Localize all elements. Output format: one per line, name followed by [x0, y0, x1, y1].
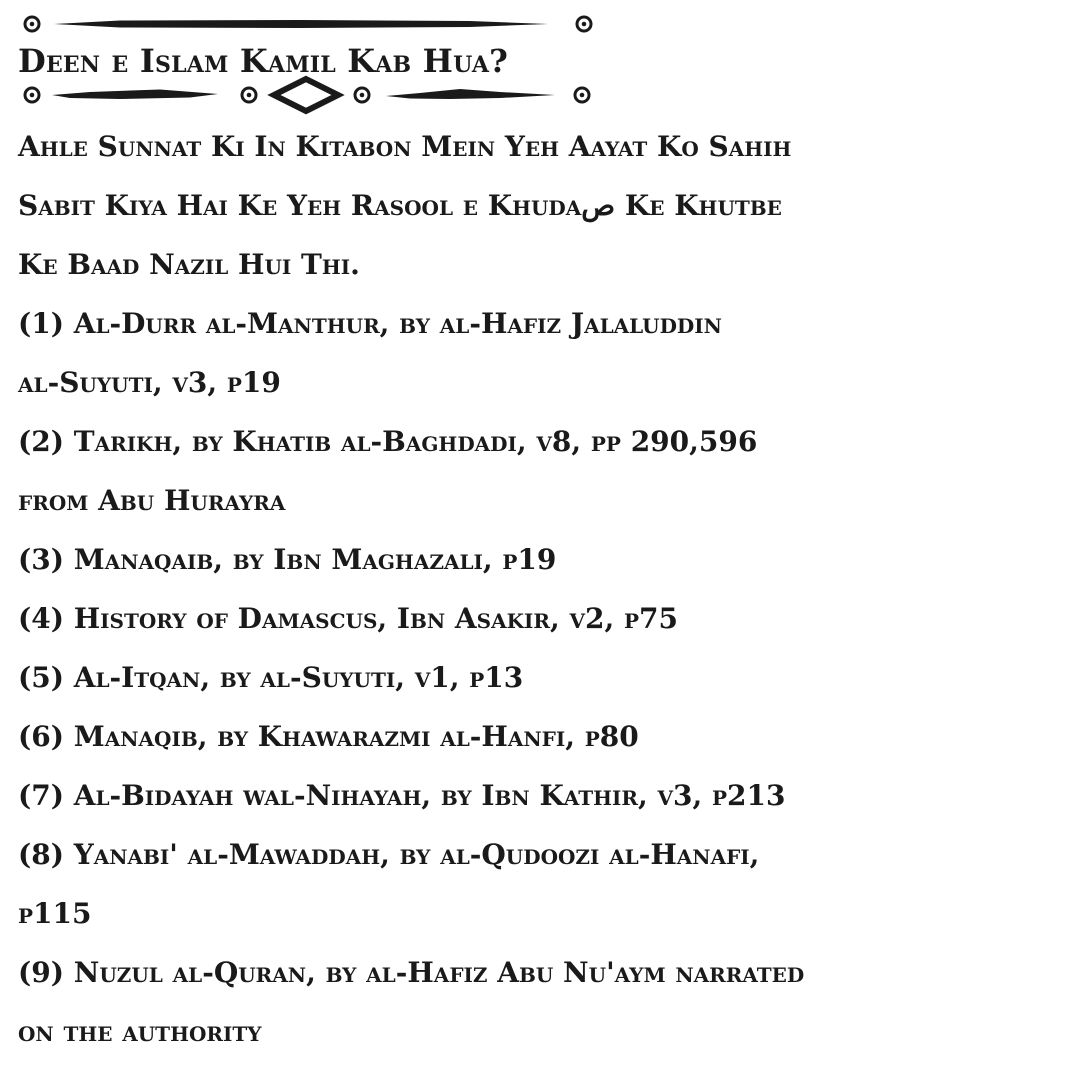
- reference-item: (8) Yanabi' al-Mawaddah, by al-Qudoozi al-Hanafi,: [18, 838, 760, 871]
- page-title: Deen e Islam Kamil Kab Hua?: [18, 42, 509, 80]
- reference-item: (6) Manaqib, by Khawarazmi al-Hanfi, p80: [18, 720, 639, 753]
- ornament-brush-stroke: [52, 90, 218, 100]
- ornament-dot-icon: [582, 22, 587, 27]
- reference-item: (9) Nuzul al-Quran, by al-Hafiz Abu Nu'aym narrated: [18, 956, 805, 989]
- reference-item-continuation: on the authority: [18, 1015, 262, 1048]
- ornament-dot-icon: [360, 93, 365, 98]
- intro-line: Ahle Sunnat Ki In Kitabon Mein Yeh Aayat Ko Sahih: [18, 130, 792, 163]
- ornament-dot-icon: [30, 22, 35, 27]
- reference-item: (2) Tarikh, by Khatib al-Baghdadi, v8, pp 290,596: [18, 425, 758, 458]
- reference-item: (4) History of Damascus, Ibn Asakir, v2, p75: [18, 602, 678, 635]
- ornament-brush-stroke: [54, 20, 548, 28]
- bottom-ornament-divider: [0, 75, 1080, 115]
- intro-line: Ke Baad Nazil Hui Thi.: [18, 248, 360, 281]
- intro-line: Sabit Kiya Hai Ke Yeh Rasool e Khudaص Ke Khutbe: [18, 189, 782, 222]
- ornament-dot-icon: [30, 93, 35, 98]
- reference-item: (5) Al-Itqan, by al-Suyuti, v1, p13: [18, 661, 524, 694]
- ornament-diamond-icon: [274, 79, 338, 111]
- reference-item-continuation: p115: [18, 897, 92, 930]
- reference-item-continuation: al-Suyuti, v3, p19: [18, 366, 281, 399]
- ornament-brush-stroke: [386, 89, 555, 99]
- reference-item: (3) Manaqaib, by Ibn Maghazali, p19: [18, 543, 557, 576]
- ornament-dot-icon: [247, 93, 252, 98]
- reference-item-continuation: from Abu Hurayra: [18, 484, 286, 517]
- reference-item: (1) Al-Durr al-Manthur, by al-Hafiz Jalaluddin: [18, 307, 722, 340]
- ornament-dot-icon: [580, 93, 585, 98]
- reference-item: (7) Al-Bidayah wal-Nihayah, by Ibn Kathir, v3, p213: [18, 779, 786, 812]
